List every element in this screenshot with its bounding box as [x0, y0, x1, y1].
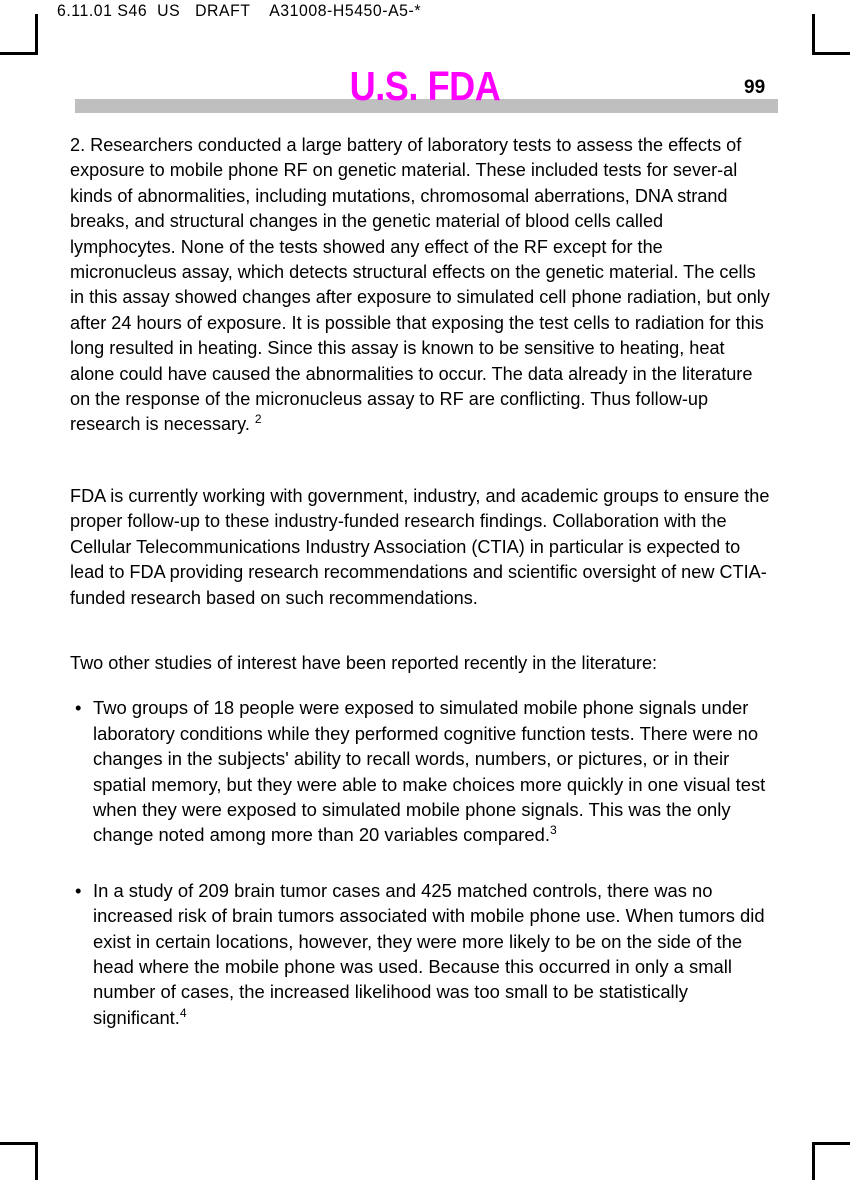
- list-item-text-1: [93, 695, 782, 847]
- running-header: 6.11.01 S46 US DRAFT A31008-H5450-A5-*: [57, 1, 422, 20]
- crop-mark-top-left-horizontal: [0, 52, 38, 55]
- list-item-text-2: [93, 878, 782, 1030]
- footnote-ref-4: 4: [179, 1005, 187, 1020]
- bullet-1-body: Two groups of 18 people were exposed to simulated mobile phone signals under laboratory conditions while they performed cognitive function tests. There were no changes in the subjects' ability to recall words, numbers, or pictures, or in their spatial memory, but they were able to make choices more quickly in one visual test when they were exposed to simulated mobile phone signals. This was the only change noted among more than 20 variables compared.: [93, 697, 766, 846]
- crop-mark-bottom-right-vertical: [812, 1142, 815, 1180]
- page-title: U.S. FDA: [349, 63, 501, 109]
- crop-mark-top-right-vertical: [812, 14, 815, 52]
- page-number: 99: [744, 77, 766, 98]
- bullet-spacer: [70, 848, 782, 878]
- paragraph-numbered-2: [70, 132, 771, 437]
- paragraph-2-text: 2. Researchers conducted a large battery of laboratory tests to assess the effects of exposure to mobile phone RF on genetic material. These included tests for sever-al kinds of abnormalities, including mutations, chromosomal aberrations, DNA strand breaks, and structural changes in the genetic material of blood cells called lymphocytes. None of the tests showed any effect of the RF except for the micronucleus assay, which detects structural effects on the genetic material. The cells in this assay showed changes after exposure to simulated cell phone radiation, but only after 24 hours of exposure. It is possible that exposing the test cells to radiation for this long resulted in heating. Since this assay is known to be sensitive to heating, heat alone could have caused the abnormalities to occur. The data already in the literature on the response of the micronucleus assay to RF are conflicting. Thus follow-up research is necessary.: [70, 134, 770, 435]
- bullet-icon: •: [75, 697, 82, 719]
- crop-mark-top-right-horizontal: [812, 52, 850, 55]
- crop-mark-bottom-left-horizontal: [0, 1142, 38, 1145]
- paragraph-fda-collaboration: FDA is currently working with government, industry, and academic groups to ensure the proper follow-up to these industry-funded research findings. Collaboration with the Cellular Telecommunications Industry Association (CTIA) in particular is expected to lead to FDA providing research recommendations and scientific oversight of new CTIA-funded research based on such recommendations.: [70, 484, 770, 608]
- bullet-2-body: In a study of 209 brain tumor cases and 425 matched controls, there was no increased risk of brain tumors associated with mobile phone use. When tumors did exist in certain locations, however, they were more likely to be on the side of the head where the mobile phone was used. Because this occurred in only a small number of cases, the increased likelihood was too small to be statistically significant.: [93, 879, 765, 1028]
- body-content: [70, 132, 782, 1030]
- bullet-icon: •: [75, 879, 82, 901]
- paragraph-spacer-1: [70, 437, 782, 483]
- footnote-ref-3: 3: [550, 823, 557, 838]
- paragraph-spacer-2: [70, 610, 782, 650]
- list-intro-spacer: [70, 675, 782, 695]
- list-item: [70, 878, 782, 1030]
- footnote-ref-2: 2: [254, 412, 262, 427]
- list-item: [70, 695, 782, 847]
- crop-mark-bottom-left-vertical: [35, 1142, 38, 1180]
- crop-mark-bottom-right-horizontal: [812, 1142, 850, 1145]
- list-intro: Two other studies of interest have been reported recently in the literature:: [70, 651, 658, 673]
- crop-mark-top-left-vertical: [35, 14, 38, 52]
